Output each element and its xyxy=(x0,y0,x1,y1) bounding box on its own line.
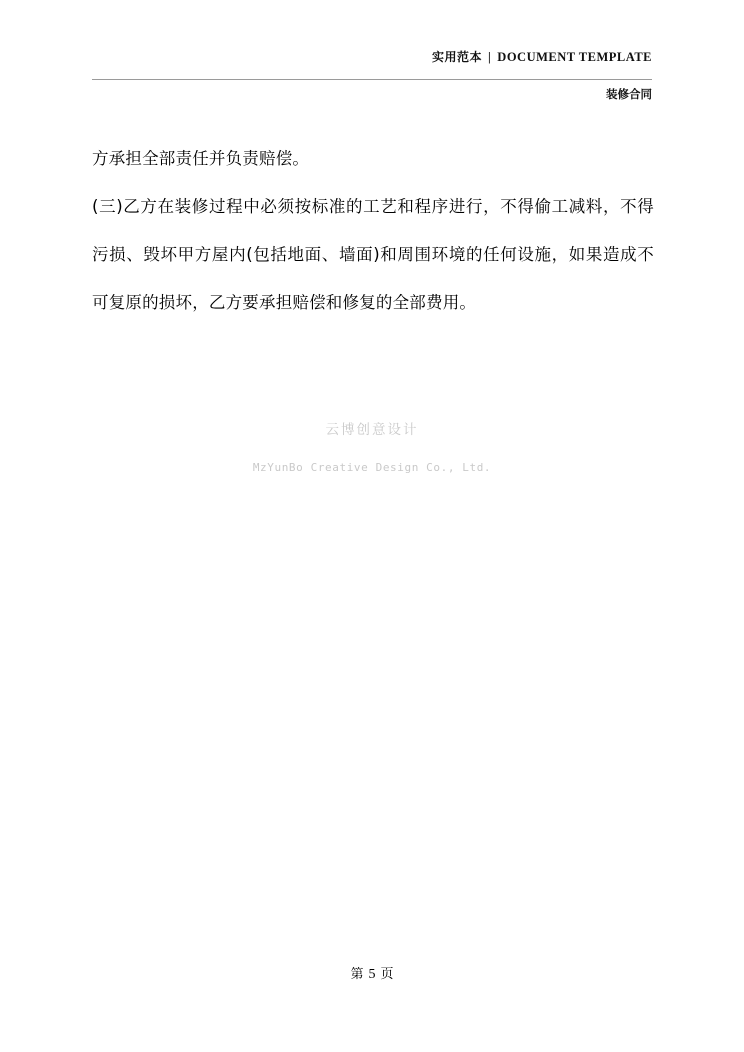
page-footer xyxy=(0,963,744,983)
header-divider xyxy=(92,79,652,80)
document-body xyxy=(92,135,654,327)
body-paragraph-1: 方承担全部责任并负责赔偿。 xyxy=(92,149,310,168)
footer-prefix: 第 xyxy=(350,967,364,982)
watermark xyxy=(0,418,744,474)
header-separator: | xyxy=(488,50,492,64)
watermark-english: MzYunBo Creative Design Co., Ltd. xyxy=(252,461,492,474)
header-doc-type: 装修合同 xyxy=(606,87,652,101)
document-header xyxy=(92,48,652,65)
header-label-cn: 实用范本 xyxy=(432,50,483,64)
footer-page-number: 5 xyxy=(368,967,376,982)
header-label-en: DOCUMENT TEMPLATE xyxy=(497,50,652,64)
watermark-chinese: 云博创意设计 xyxy=(325,422,419,438)
footer-suffix: 页 xyxy=(380,967,394,982)
body-paragraph-2: (三)乙方在装修过程中必须按标准的工艺和程序进行，不得偷工减料，不得污损、毁坏甲方屋内(包括地面、墙面)和周围环境的任何设施，如果造成不可复原的损坏，乙方要承担赔偿和修复的全部费用。 xyxy=(92,197,654,312)
header-title-line xyxy=(92,48,652,65)
